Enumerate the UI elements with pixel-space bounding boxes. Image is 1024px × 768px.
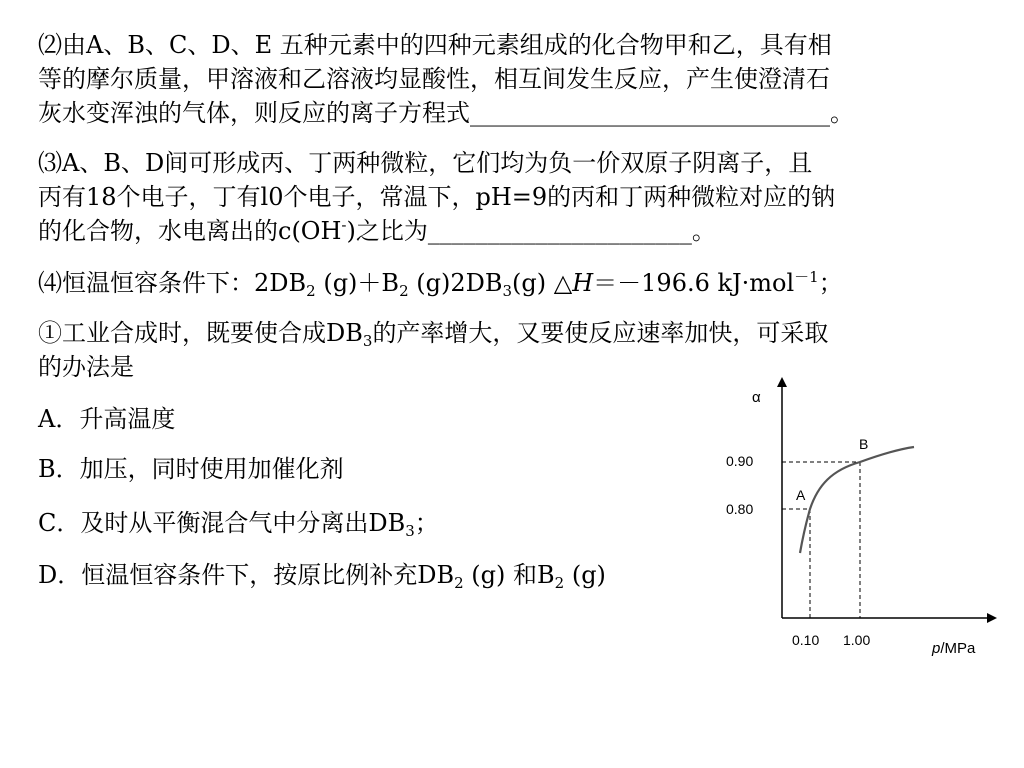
option-b-text: B．加压，同时使用加催化剂 xyxy=(38,455,344,483)
q2-number: ⑵ xyxy=(38,31,62,59)
q4-sub-1: 2 xyxy=(306,282,316,300)
q4-text-5: ； xyxy=(818,269,843,297)
option-a-text: A．升高温度 xyxy=(38,405,176,433)
q4-equation-line xyxy=(38,268,843,298)
q2-line-2 xyxy=(38,64,830,94)
q3-superscript-minus: - xyxy=(341,216,347,234)
option-c-sub: 3 xyxy=(405,522,415,540)
y-axis-label: α xyxy=(752,389,761,406)
point-a-label: A xyxy=(796,487,806,503)
option-c[interactable] xyxy=(38,508,439,538)
q3-line-2 xyxy=(38,182,835,212)
q4-text-2: (g)2DB xyxy=(408,269,503,297)
option-d-text: D．恒温恒容条件下，按原比例补充DB xyxy=(38,561,455,589)
q2-line-1 xyxy=(38,30,832,60)
sub1-line-1 xyxy=(38,318,828,348)
x-axis-label-p: p xyxy=(932,640,941,657)
y-tick-080: 0.80 xyxy=(726,501,754,517)
x-axis-label xyxy=(931,640,976,657)
q3-text-3b: )之比为 xyxy=(346,217,428,245)
option-d[interactable] xyxy=(38,560,606,590)
y-tick-090: 0.90 xyxy=(726,453,754,469)
option-d-end: (g) xyxy=(564,561,606,589)
q2-text-1: 由A、B、C、D、E 五种元素中的四种元素组成的化合物甲和乙，具有相 xyxy=(62,31,832,59)
q4-enthalpy-symbol: H xyxy=(572,269,594,297)
q4-sub-2: 2 xyxy=(399,282,409,300)
q4-text-1: (g)＋B xyxy=(315,269,400,297)
q2-period: 。 xyxy=(830,99,854,127)
q4-text-pre: 恒温恒容条件下：2DB xyxy=(62,269,307,297)
option-d-sub-1: 2 xyxy=(454,574,464,592)
q3-number: ⑶ xyxy=(38,149,62,177)
q3-text-2: 丙有18个电子，丁有l0个电子，常温下，pH=9的丙和丁两种微粒对应的钠 xyxy=(38,183,836,211)
q4-text-4: ＝－196.6 kJ·mol xyxy=(593,269,795,297)
sub1-text-1a: ①工业合成时，既要使合成DB xyxy=(38,319,363,347)
alpha-vs-pressure-graph xyxy=(700,370,1000,660)
option-c-end: ； xyxy=(414,509,439,537)
option-d-sub-2: 2 xyxy=(554,574,565,592)
q3-line-1 xyxy=(38,148,812,178)
x-axis-label-unit: /MPa xyxy=(940,640,976,657)
q3-answer-blank[interactable]: ______________________ xyxy=(427,217,692,245)
q3-text-3a: 的化合物，水电离出的c(OH xyxy=(38,217,342,245)
sub1-sub: 3 xyxy=(362,332,373,350)
option-a[interactable] xyxy=(38,404,175,434)
sub1-line-2 xyxy=(38,352,134,382)
q3-text-1: A、B、D间可形成丙、丁两种微粒，它们均为负一价双原子阴离子，且 xyxy=(62,149,813,177)
q3-period: 。 xyxy=(691,217,716,245)
x-tick-100: 1.00 xyxy=(843,632,871,648)
q2-line-3 xyxy=(38,98,854,128)
option-c-text: C．及时从平衡混合气中分离出DB xyxy=(38,509,406,537)
q2-text-3: 灰水变浑浊的气体，则反应的离子方程式 xyxy=(38,99,470,127)
sub1-text-2: 的办法是 xyxy=(38,353,134,381)
option-d-mid: (g) 和B xyxy=(463,561,555,589)
q4-number: ⑷ xyxy=(38,269,62,297)
sub1-text-1b: 的产率增大，又要使反应速率加快，可采取 xyxy=(372,319,829,347)
option-b[interactable] xyxy=(38,454,344,484)
q2-text-2: 等的摩尔质量，甲溶液和乙溶液均显酸性，相互间发生反应，产生使澄清石 xyxy=(38,65,830,93)
point-b-label: B xyxy=(859,436,869,452)
x-tick-010: 0.10 xyxy=(792,632,820,648)
q3-line-3 xyxy=(38,216,716,246)
q4-superscript: －1 xyxy=(794,268,819,286)
q4-text-3: (g) △ xyxy=(512,269,573,297)
q4-sub-3: 3 xyxy=(502,282,513,300)
q2-answer-blank[interactable]: ______________________________ xyxy=(470,99,830,127)
alpha-curve xyxy=(800,447,914,553)
